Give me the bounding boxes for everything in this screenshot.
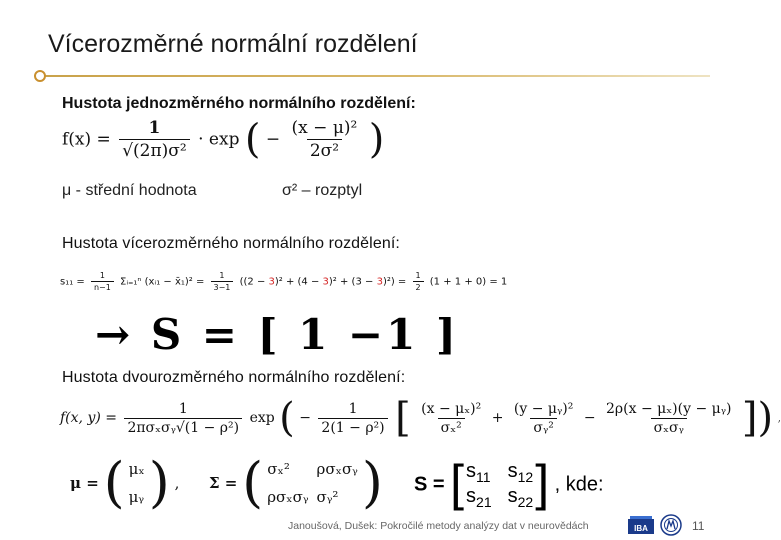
s21-sub: 21 (476, 494, 492, 510)
cov-frac-1 (91, 271, 114, 292)
sample-col-2 (506, 458, 536, 512)
biv-minus-2: − (583, 410, 596, 426)
mu-vector (103, 451, 170, 514)
s21 (466, 485, 492, 510)
cov-part4: )² + (3 − (328, 276, 377, 288)
mu-paren-open: ( (103, 451, 125, 514)
bivariate-num: 1 (178, 400, 188, 417)
cov-red-1: 3 (268, 276, 275, 288)
params-comma: , (174, 474, 180, 492)
sigma-col-1 (263, 456, 312, 510)
params-formula (70, 451, 383, 514)
cov-part3: )² + (4 − (274, 276, 323, 288)
bivariate-term2 (511, 401, 576, 436)
cov-frac-3 (413, 271, 424, 292)
s12 (508, 460, 534, 485)
iba-logo-text: IBA (634, 524, 648, 533)
cov-frac-3-den: 2 (413, 281, 424, 292)
footer-text: Janoušová, Dušek: Pokročilé metody analýzy dat v neurovědách (288, 520, 589, 532)
s12-letter: s (507, 460, 518, 482)
cov-lhs: s₁₁ = (60, 276, 88, 288)
s12-sub: 12 (517, 469, 534, 485)
rule-dot (34, 70, 46, 82)
legend-sigma: σ² – rozptyl (282, 182, 363, 199)
cov-part6: (1 + 1 + 0) = 1 (429, 276, 508, 288)
biv-bracket-close: ] (741, 395, 758, 441)
bivariate-term1-den: σₓ² (438, 418, 465, 436)
cov-frac-2-num: 1 (219, 271, 225, 280)
univariate-exp-den: 2σ² (307, 139, 342, 161)
cov-frac-3-num: 1 (415, 271, 421, 280)
cov-part5: )²) = (382, 276, 410, 288)
sigma-matrix (242, 451, 383, 514)
biv-paren-close: ) (757, 395, 774, 441)
univariate-formula (62, 118, 384, 161)
university-seal-icon (660, 514, 682, 536)
bivariate-term2-num: (y − μᵧ)² (513, 400, 574, 417)
cropped-matrix-text: → S = [ 1 −1 ] (95, 310, 459, 359)
bivariate-term3 (603, 401, 734, 436)
bivariate-term2-den: σᵧ² (530, 418, 556, 436)
univariate-num: 1 (148, 118, 161, 138)
cov-frac-2 (211, 271, 234, 292)
biv-plus: + (491, 410, 504, 426)
iba-logo-icon (628, 516, 654, 534)
covariance-example (60, 271, 507, 292)
s11 (466, 460, 492, 485)
bivariate-term1-num: (x − μₓ)² (421, 400, 482, 417)
biv-bracket-open: [ (395, 395, 411, 441)
s22-letter: s (507, 485, 518, 507)
s22 (508, 485, 534, 510)
paren-open: ( (244, 116, 261, 163)
univariate-den: √(2π)σ² (119, 139, 190, 161)
univariate-heading: Hustota jednozměrného normálního rozdělení: (62, 95, 416, 112)
sigma-lhs: Σ = (208, 474, 238, 492)
sigma-paren-open: ( (242, 451, 264, 514)
sigma-21: ρσₓσᵧ (267, 488, 309, 506)
s11-sub: 11 (476, 469, 491, 485)
bivariate-lhs: f(x, y) = (60, 410, 117, 426)
cov-red-3: 3 (376, 276, 383, 288)
cov-red-2: 3 (322, 276, 329, 288)
univariate-exp-num: (x − μ)² (291, 118, 358, 138)
cov-part2: ((2 − (239, 276, 269, 288)
title-rule (40, 75, 710, 77)
biv-minus-1: − (299, 410, 311, 426)
bivariate-den: 2πσₓσᵧ√(1 − ρ²) (124, 418, 242, 436)
mu-paren-close: ) (148, 451, 170, 514)
bivariate-term3-den: σₓσᵧ (651, 418, 687, 436)
sigma-11: σₓ² (267, 460, 290, 478)
sample-matrix-tail: , kde: (554, 473, 604, 496)
mu-col (125, 456, 149, 510)
sigma-paren-close: ) (361, 451, 383, 514)
bivariate-exp: exp (249, 410, 275, 426)
cov-sum: Σᵢ₌₁ⁿ (xᵢ₁ − x̄₁)² = (120, 276, 208, 288)
cov-frac-1-num: 1 (99, 271, 105, 280)
bivariate-term1 (418, 401, 484, 436)
s11-letter: s (466, 460, 477, 482)
cov-frac-1-den: n−1 (91, 281, 114, 292)
multivariate-heading: Hustota vícerozměrného normálního rozdělení: (62, 235, 400, 252)
sample-matrix-body (450, 455, 550, 512)
mu-lhs: μ = (70, 474, 99, 492)
cov-frac-2-den: 3−1 (211, 281, 234, 292)
sample-col-1 (464, 458, 506, 512)
bivariate-fraction (124, 401, 242, 436)
bivariate-heading: Hustota dvourozměrného normálního rozdělení: (62, 369, 406, 386)
bivariate-inner-den: 2(1 − ρ²) (318, 418, 387, 436)
univariate-exp-fraction (289, 118, 361, 161)
bivariate-inner-fraction (318, 401, 387, 436)
univariate-fraction (119, 118, 190, 161)
cropped-matrix-image (95, 308, 555, 359)
biv-comma: , (777, 411, 781, 425)
univariate-lhs: f(x) = (62, 129, 111, 150)
s22-sub: 22 (517, 494, 534, 510)
sample-matrix-lhs: S = (414, 473, 445, 496)
bivariate-formula (60, 395, 781, 441)
paren-close: ) (368, 116, 385, 163)
sigma-22: σᵧ² (316, 488, 339, 506)
univariate-exp: · exp (198, 129, 240, 150)
univariate-minus: − (265, 129, 281, 150)
page-number: 11 (692, 519, 705, 533)
legend-mu: μ - střední hodnota (62, 182, 197, 199)
slide-title: Vícerozměrné normální rozdělení (48, 30, 418, 58)
mu-x: μₓ (128, 460, 145, 478)
sample-bracket-close: ] (535, 455, 550, 511)
sample-matrix (414, 455, 604, 512)
sample-bracket-open: [ (450, 455, 465, 511)
bivariate-term3-num: 2ρ(x − μₓ)(y − μᵧ) (606, 400, 732, 417)
sigma-col-2 (313, 456, 362, 510)
sigma-12: ρσₓσᵧ (316, 460, 358, 478)
biv-paren-open: ( (279, 395, 295, 441)
mu-y: μᵧ (128, 488, 145, 506)
s21-letter: s (466, 485, 477, 507)
bivariate-inner-num: 1 (348, 400, 358, 417)
